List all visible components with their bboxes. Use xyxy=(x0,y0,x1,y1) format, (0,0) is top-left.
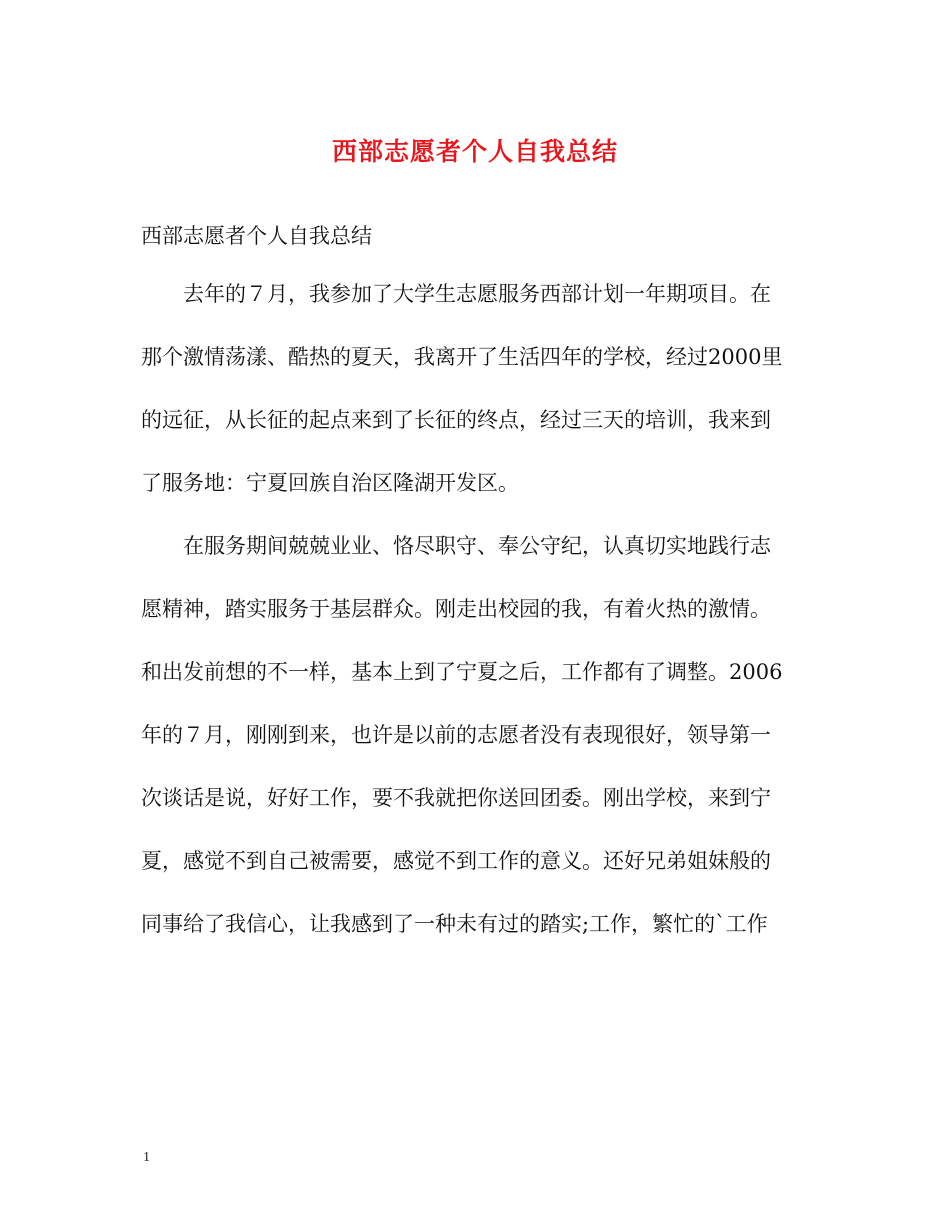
text-line: 年的７月，刚刚到来，也许是以前的志愿者没有表现很好，领导第一 xyxy=(141,723,771,747)
text-line: 的远征，从长征的起点来到了长征的终点，经过三天的培训，我来到 xyxy=(141,408,771,432)
document-title: 西部志愿者个人自我总结 xyxy=(331,137,618,166)
text-line: 在服务期间兢兢业业、恪尽职守、奉公守纪，认真切实地践行志 xyxy=(183,534,771,558)
document-subtitle: 西部志愿者个人自我总结 xyxy=(141,224,372,248)
text-line: 愿精神，踏实服务于基层群众。刚走出校园的我，有着火热的激情。 xyxy=(141,597,771,621)
text-line: 那个激情荡漾、酷热的夏天，我离开了生活四年的学校，经过2000里 xyxy=(141,345,783,369)
body-text xyxy=(141,280,807,973)
text-line: 夏，感觉不到自己被需要，感觉不到工作的意义。还好兄弟姐妹般的 xyxy=(141,849,771,873)
text-line: 了服务地：宁夏回族自治区隆湖开发区。 xyxy=(141,471,519,495)
text-line: 和出发前想的不一样，基本上到了宁夏之后，工作都有了调整。2006 xyxy=(141,660,783,684)
page-number: 1 xyxy=(143,1150,150,1165)
text-line: 同事给了我信心，让我感到了一种未有过的踏实;工作，繁忙的`工作 xyxy=(141,912,768,936)
text-line: 去年的７月，我参加了大学生志愿服务西部计划一年期项目。在 xyxy=(183,282,771,306)
text-line: 次谈话是说，好好工作，要不我就把你送回团委。刚出学校，来到宁 xyxy=(141,786,771,810)
